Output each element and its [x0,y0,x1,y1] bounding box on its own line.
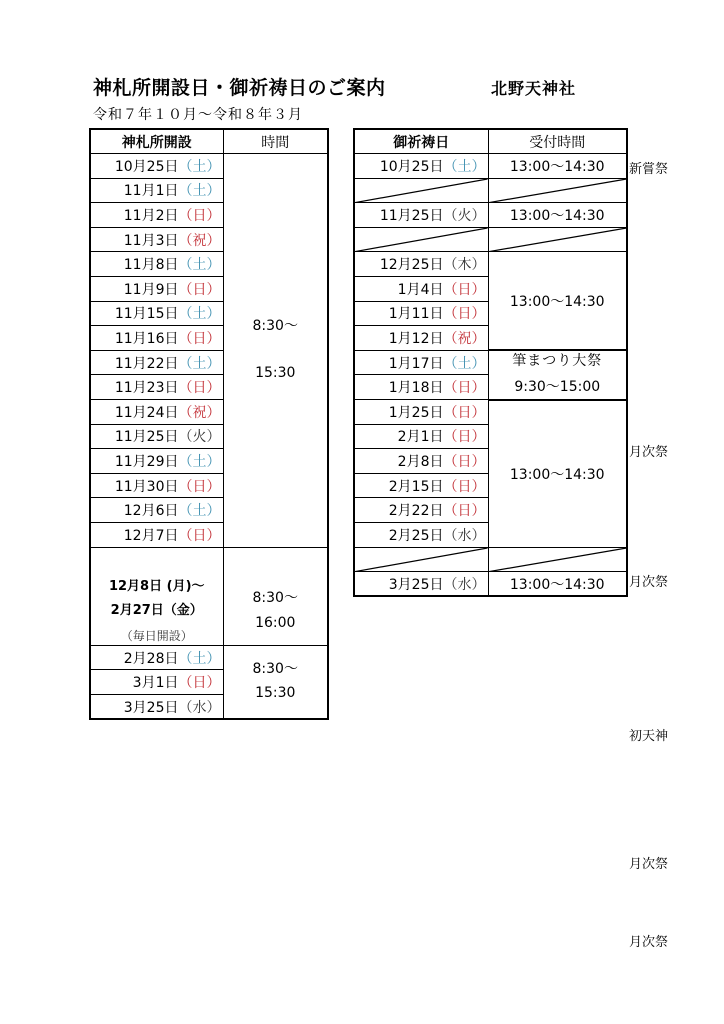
weekday-text: （土） [178,183,221,200]
date-cell [90,154,223,179]
note-tsukinami-sai: 月次祭 [629,445,669,460]
not-applicable-cell [488,547,627,572]
weekday-text: （日） [178,208,221,225]
weekday-text: （祝） [178,232,221,249]
date-text: 11月29日 [114,454,179,471]
date-cell [354,572,488,597]
date-text: 11月1日 [123,183,179,200]
date-cell [354,277,488,302]
weekday-text: （木） [443,257,486,274]
prayer-schedule-table [353,128,628,597]
col-header-time: 時間 [223,129,328,154]
date-text: 1月18日 [388,380,444,397]
page-title: 神札所開設日・御祈祷日のご案内 [93,77,386,99]
date-cell [90,694,223,719]
not-applicable-cell [488,178,627,203]
weekday-text: （日） [178,527,221,544]
date-cell [90,670,223,695]
date-cell [354,252,488,277]
date-text: 3月25日 [388,576,444,593]
table-row [354,203,627,228]
time-end: 15:30 [255,684,296,701]
table-row [90,154,328,179]
table-row [354,154,627,179]
date-cell [90,350,223,375]
date-cell [90,424,223,449]
date-text: 1月11日 [388,306,444,323]
time-start: 8:30～ [252,589,298,606]
weekday-text: （土） [178,306,221,323]
reception-time-cell: 13:00～14:30 [488,572,627,597]
date-cell [90,400,223,425]
not-applicable-cell [488,227,627,252]
date-cell [354,154,488,179]
diagonal-slash-icon [489,548,627,572]
date-text: 11月22日 [114,355,179,372]
date-cell [354,350,488,375]
weekday-text: （火） [443,208,486,225]
date-cell [354,375,488,400]
date-text: 2月15日 [388,478,444,495]
date-text: 11月9日 [123,281,179,298]
date-cell [90,301,223,326]
festival-cell [488,350,627,399]
date-text: 1月4日 [397,281,444,298]
weekday-text: （土） [443,355,486,372]
table-row [354,350,627,375]
time-end: 16:00 [255,615,296,632]
date-cell [90,326,223,351]
date-text: 2月1日 [397,429,444,446]
date-text: 12月25日 [379,257,444,274]
date-cell [90,227,223,252]
date-text: 11月30日 [114,478,179,495]
diagonal-slash-icon [489,179,627,203]
col-header-open-date: 神札所開設 [90,129,223,154]
date-cell [90,473,223,498]
date-text: 11月8日 [123,257,179,274]
time-start: 8:30～ [252,317,298,334]
date-text: 11月15日 [114,306,179,323]
diagonal-slash-icon [355,228,488,252]
weekday-text: （日） [443,306,486,323]
date-cell [354,523,488,548]
weekday-text: （日） [443,478,486,495]
table-row [354,572,627,597]
not-applicable-cell [354,178,488,203]
weekday-text: （水） [443,576,486,593]
reception-time-cell: 13:00～14:30 [488,203,627,228]
office-open-schedule-table [89,128,329,720]
daily-start: 12月8日 (月)～ [108,578,205,594]
date-text: 10月25日 [114,158,179,175]
col-header-reception-time: 受付時間 [488,129,627,154]
date-text: 1月25日 [388,404,444,421]
weekday-text: （日） [178,380,221,397]
date-text: 3月25日 [123,699,179,716]
date-text: 11月23日 [114,380,179,397]
table-row [354,400,627,425]
note-tsukinami-sai: 月次祭 [629,935,669,950]
weekday-text: （日） [178,331,221,348]
not-applicable-cell [354,547,488,572]
date-text: 12月6日 [123,503,179,520]
reception-time-cell: 13:00～14:30 [488,400,627,548]
date-text: 1月12日 [388,331,444,348]
date-text: 2月8日 [397,454,444,471]
date-text: 11月25日 [114,429,179,446]
reception-time-cell: 13:00～14:30 [488,154,627,179]
weekday-text: （土） [178,503,221,520]
table-row [90,645,328,670]
diagonal-slash-icon [355,548,488,572]
weekday-text: （日） [178,675,221,692]
date-text: 10月25日 [379,158,444,175]
weekday-text: （土） [178,257,221,274]
date-cell [354,326,488,351]
time-start: 8:30～ [252,661,298,678]
table-row [354,252,627,277]
reception-time: 9:30～15:00 [514,378,601,395]
date-cell [90,203,223,228]
weekday-text: （日） [443,503,486,520]
weekday-text: （土） [178,650,221,667]
note-niiname-sai: 新嘗祭 [629,162,669,177]
date-text: 11月24日 [114,404,179,421]
col-header-prayer-date: 御祈祷日 [354,129,488,154]
weekday-text: （土） [178,158,221,175]
weekday-text: （水） [443,527,486,544]
shrine-name: 北野天神社 [491,79,577,98]
daily-note: （毎日開設） [120,628,193,643]
date-text: 11月16日 [114,331,179,348]
weekday-text: （日） [443,380,486,397]
daily-end: 2月27日（金） [110,602,203,618]
time-end: 15:30 [255,365,296,382]
date-cell [354,400,488,425]
date-text: 2月28日 [123,650,179,667]
weekday-text: （日） [178,478,221,495]
weekday-text: （日） [443,454,486,471]
note-tsukinami-sai: 月次祭 [629,575,669,590]
date-cell [354,473,488,498]
not-applicable-cell [354,227,488,252]
open-hours-cell [223,154,328,548]
open-hours-cell [223,547,328,645]
note-hatsu-tenjin: 初天神 [629,729,669,744]
date-text: 2月25日 [388,527,444,544]
date-cell [354,449,488,474]
diagonal-slash-icon [489,228,627,252]
date-text: 12月7日 [123,527,179,544]
date-cell [90,523,223,548]
weekday-text: （祝） [178,404,221,421]
date-cell [90,375,223,400]
date-cell [90,277,223,302]
date-cell [90,178,223,203]
weekday-text: （祝） [443,331,486,348]
festival-name: 筆まつり大祭 [512,353,603,370]
date-cell [354,203,488,228]
date-cell [90,252,223,277]
weekday-text: （日） [178,281,221,298]
date-cell [90,449,223,474]
date-text: 11月3日 [123,232,179,249]
date-text: 11月25日 [379,208,444,225]
date-cell [354,424,488,449]
weekday-text: （土） [443,158,486,175]
weekday-text: （日） [443,404,486,421]
daily-open-period-cell [90,547,223,645]
weekday-text: （水） [178,699,221,716]
date-text: 2月22日 [388,503,444,520]
date-cell [90,645,223,670]
reception-time-cell: 13:00～14:30 [488,252,627,350]
date-cell [354,301,488,326]
weekday-text: （土） [178,454,221,471]
diagonal-slash-icon [355,179,488,203]
date-cell [90,498,223,523]
period-label: 令和７年１０月～令和８年３月 [93,107,303,123]
weekday-text: （日） [443,429,486,446]
note-tsukinami-sai: 月次祭 [629,857,669,872]
date-text: 11月2日 [123,208,179,225]
weekday-text: （日） [443,281,486,298]
weekday-text: （土） [178,355,221,372]
date-text: 1月17日 [388,355,444,372]
date-text: 3月1日 [132,675,179,692]
open-hours-cell [223,645,328,719]
weekday-text: （火） [178,429,221,446]
date-cell [354,498,488,523]
